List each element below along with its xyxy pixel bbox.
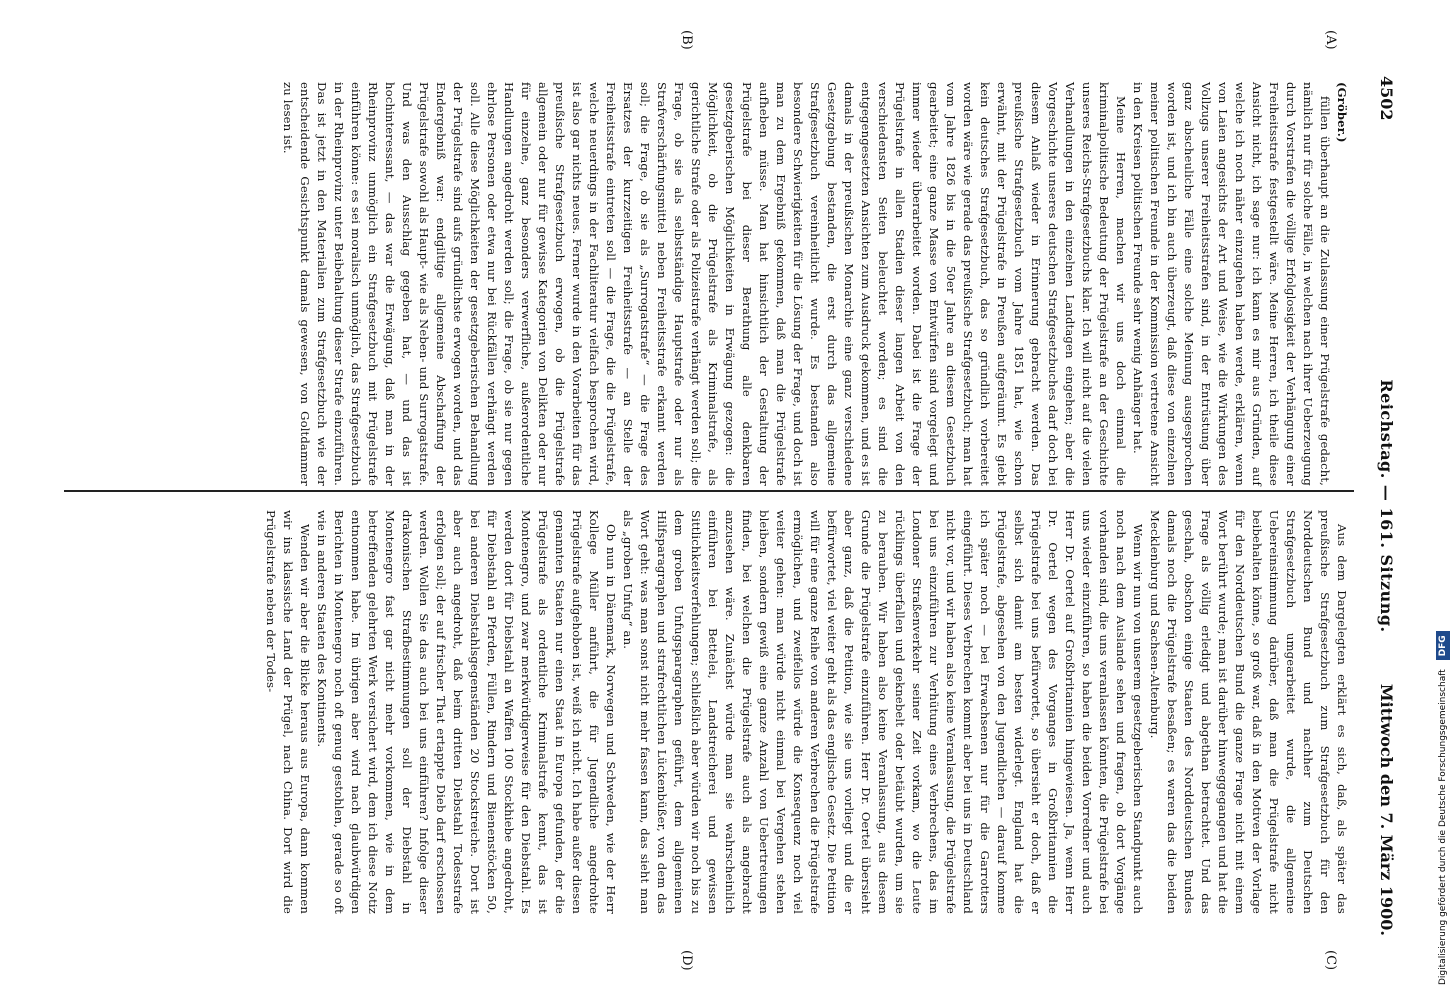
right-column [262,510,1350,914]
margin-marker-a: (A) [1323,30,1338,50]
margin-marker-b: (B) [679,30,694,50]
left-paragraph-2: Meine Herren, machen wir uns doch einmal die kriminalpolitische Bedeutung der Prügelstrafe an der Geschichte unseres Reichs-Strafgesetzbuchs klar. Ich will nicht auf die vielen Verhandlungen in den einzelnen Landtagen eingehen; aber die Vorgeschichte unseres deutschen Strafgesetzbuches darf doch bei diesem Anlaß wieder in Erinnerung gebracht werden. Das preußische Strafgesetzbuch vom Jahre 1851 hat, wie schon erwähnt, mit der Prügelstrafe in Preußen aufgeräumt. Es giebt kein deutsches Strafgesetzbuch, das so gründlich vorbereitet worden wäre wie gerade das preußische Strafgesetzbuch; man hat vom Jahre 1826 bis in die 50er Jahre an diesem Gesetzbuch gearbeitet; eine ganze Masse von Entwürfen sind vorgelegt und immer wieder überarbeitet worden. Dabei ist die Frage der Prügelstrafe in allen Stadien dieser langen Arbeit von den verschiedensten Seiten beleuchtet worden; es sind die entgegengesetzten Ansichten zum Ausdruck gekommen, und es ist damals in der preußischen Monarchie eine ganz verschiedene Gesetzgebung bestanden, die erst durch das allgemeine Strafgesetzbuch vereinheitlicht wurde. Es bestanden also besondere Schwierigkeiten für die Lösung der Frage, und doch ist man zu dem Ergebniß gekommen, daß man die Prügelstrafe aufheben müsse. Man hat hinsichtlich der Gestaltung der Prügelstrafe bei dieser Berathung alle denkbaren gesetzgeberischen Möglichkeiten in Erwägung gezogen: die Möglichkeit, ob die Prügelstrafe als Kriminalstrafe, als gerichtliche Strafe oder als Polizeistrafe verhängt werden soll; die Frage, ob sie als selbstständige Hauptstrafe oder nur als Strafverschärfungsmittel neben Freiheitsstrafe erkannt werden soll; die Frage, ob sie als „Surrogatstrafe“ — die Frage des Ersatzes der kurzzeitigen Freiheitsstrafe — an Stelle der Freiheitsstrafe eintreten soll — die Frage, die die Prügelstrafe, welche neuerdings in der Fachliteratur vielfach besprochen wird, ist also gar nichts neues. Ferner wurde in den Vorarbeiten für das preußische Strafgesetzbuch erwogen, ob die Prügelstrafe allgemein oder nur für gewisse Kategorien von Delikten oder nur für einzelne, ganz besonders verwerfliche, außerordentliche Handlungen angedroht werden soll; die Frage, ob sie nur gegen ehrlose Personen oder etwa nur bei Rückfällen verhängt werden soll. Alle diese Möglichkeiten der gesetzgeberischen Behandlung der Prügelstrafe sind aufs gründlichste erwogen worden, und das Endergebniß war: endgiltige allgemeine Abschaffung der Prügelstrafe sowohl als Haupt- wie als Neben- und Surrogatstrafe. Und was den Ausschlag gegeben hat, — und das ist hochinteressant, — das war die Erwägung, daß man in der Rheinprovinz unmöglich ein Strafgesetzbuch mit Prügelstrafe einführen könne: es sei moralisch unmöglich, das Strafgesetzbuch in der Rheinprovinz unter Beibehaltung dieser Strafe einzuführen. Das ist jetzt in den Materialien zum Strafgesetzbuch wie der entscheidende Gesichtspunkt damals gewesen, von Goltdammer zu lesen ist. [281,82,1128,486]
digitization-note [1434,631,1452,985]
speaker-name: (Gröber.) [1335,82,1349,143]
right-paragraph-4: Wenden wir aber die Blicke heraus aus Europa, dann kommen wir ins klassische Land der Prügel, nach China. Dort wird die Prügelstrafe neben der Todes- [264,510,312,914]
right-paragraph-3: Ob nun in Dänemark, Norwegen und Schweden, wie der Herr Kollege Müller anführt, die für Jugendliche angedrohte Prügelstrafe aufgehoben ist, weiß ich nicht. Ich habe außer diesen genannten Staaten nur einen Staat in Europa gefunden, der die Prügelstrafe als ordentliche Kriminalstrafe kennt, das ist Montenegro, und zwar merkwürdigerweise für den Diebstahl. Es werden dort für Diebstahl an Waffen 100 Stockhiebe angedroht, für Diebstahl an Pferden, Füllen, Rindern und Bienenstöcken 50, bei anderen Diebstahlsgegenständen 20 Stockstreiche. Dort ist aber auch angedroht, daß beim dritten Diebstahl Todesstrafe erfolgen soll; der auf frischer That ertappte Dieb darf erschossen werden. Wollen Sie das auch bei uns einführen? Infolge dieser drakonischen Strafbestimmungen soll der Diebstahl in Montenegro fast gar nicht mehr vorkommen, wie in dem betreffenden gelehrten Werk versichert wird, dem ich diese Notiz entnommen habe. Im übrigen aber wird nach glaubwürdigen Berichten in Montenegro noch oft genug gestohlen, gerade so oft wie in anderen Staaten des Kontinents. [315,510,618,914]
digitization-strip [1416,0,1434,1000]
page-number: 4502 [1377,76,1396,121]
header-title: Reichstag. — 161. Sitzung. [1377,379,1396,633]
digitization-note-text: Digitalisierung gefördert durch die Deutsche Forschungsgemeinschaft [1438,669,1448,985]
header-date: Mittwoch den 7. März 1900. [1377,683,1396,936]
left-paragraph-1: füllen überhaupt an die Zulassung einer Prügelstrafe gedacht, nämlich nur für solche Fälle, in welchen nach ihrer Ueberzeugung durch Vorstrafen die völlige Erfolglosigkeit der Verhängung einer Freiheitsstrafe festgestellt wäre. Meine Herren, ich theile diese Ansicht nicht, ich sage nur: ich kann es mir aus Gründen, auf welche ich noch näher einzugehen haben werde, erklären, wenn von Laien angesichts der Art und Weise, wie die Wirkungen des Vollzugs unserer Freiheitsstrafen sind, in der Entrüstung über ganz abscheuliche Fälle eine solche Meinung ausgesprochen worden ist, und ich bin auch überzeugt, daß diese von einzelnen meiner politischen Freunde in der Kommission vertretene Ansicht in den Kreisen politischen Freunde sehr wenig Anhänger hat. [1131,82,1332,486]
margin-marker-d: (D) [679,950,694,971]
right-paragraph-2: Wenn wir nun von unserem gesetzgeberischen Standpunkt auch noch nach dem Auslande sehen und fragen, ob dort Vorgänge vorhanden sind, die uns veranlassen könnten, die Prügelstrafe bei uns wieder einzuführen, so haben die beiden Vorredner und auch Herr Dr. Oertel auf Großbritannien hingewiesen. Ja, wenn Herr Dr. Oertel wegen des Vorganges in Großbritannien die Prügelstrafe bei uns befürwortet, so übersieht er doch, daß er selbst sich damit am besten widerlegt. England hat die Prügelstrafe, abgesehen von den Jugendlichen — darauf komme ich später noch — bei Erwachsenen nur für die Garrotters eingeführt. Dieses Verbrechen kommt aber bei uns in Deutschland nicht vor, und wir haben also keine Veranlassung, die Prügelstrafe bei uns einzuführen zur Verhütung eines Verbrechens, das im Londoner Straßenverkehr seiner Zeit vorkam, wo die Leute rücklings überfallen und geknebelt oder betäubt wurden, um sie zu berauben. Wir haben also keine Veranlassung, aus diesem Grunde die Prügelstrafe einzuführen. Herr Dr. Oertel übersieht aber ganz, daß die Petition, wie sie uns vorliegt und die er befürwortet, viel weiter geht als das englische Gesetz. Die Petition will für eine ganze Reihe von anderen Verbrechen die Prügelstrafe ermöglichen, und zweifellos würde die Konsequenz noch viel weiter gehen: man würde nicht einmal bei Vergehen stehen bleiben, sondern gewiß eine ganze Anzahl von Uebertretungen finden, bei welchen die Prügelstrafe auch als angebracht anzusehen wäre. Zunächst würde man sie wahrscheinlich einführen bei Bettelei, Landstreicherei und gewissen Sittlichkeitsverfehlungen; schließlich aber würden wir noch bis zu dem groben Unfugsparagraphen geführt, dem allgemeinen Hilfsparagraphen und strafrechtlichen Lückenbüßer, von dem das Wort geht: was man sonst nicht mehr fassen kann, das sieht man als „groben Unfug“ an. [621,510,1145,914]
page-header [1356,76,1402,936]
dfg-logo: DFG [1436,631,1450,660]
right-paragraph-1: Aus dem Dargelegten erklärt es sich, daß, als später das preußische Strafgesetzbuch zum Strafgesetzbuch für den Norddeutschen Bund und nachher zum Deutschen Strafgesetzbuch umgearbeitet wurde, die allgemeine Uebereinstimmung darüber, daß man die Prügelstrafe nicht beibehalten könne, so groß war, daß in den Motiven der Vorlage für den Norddeutschen Bund die ganze Frage nicht mit einem Wort berührt wurde; man ist darüber hinweggegangen und hat die Frage als völlig erledigt und abgethan betrachtet. Und das geschah, obschon einige Staaten des Norddeutschen Bundes damals noch die Prügelstrafe besaßen; es waren das die beiden Mecklenburg und Sachsen-Altenburg. [1148,510,1349,914]
left-column [279,82,1350,486]
margin-marker-c: (C) [1323,950,1338,971]
column-divider [64,490,1354,492]
